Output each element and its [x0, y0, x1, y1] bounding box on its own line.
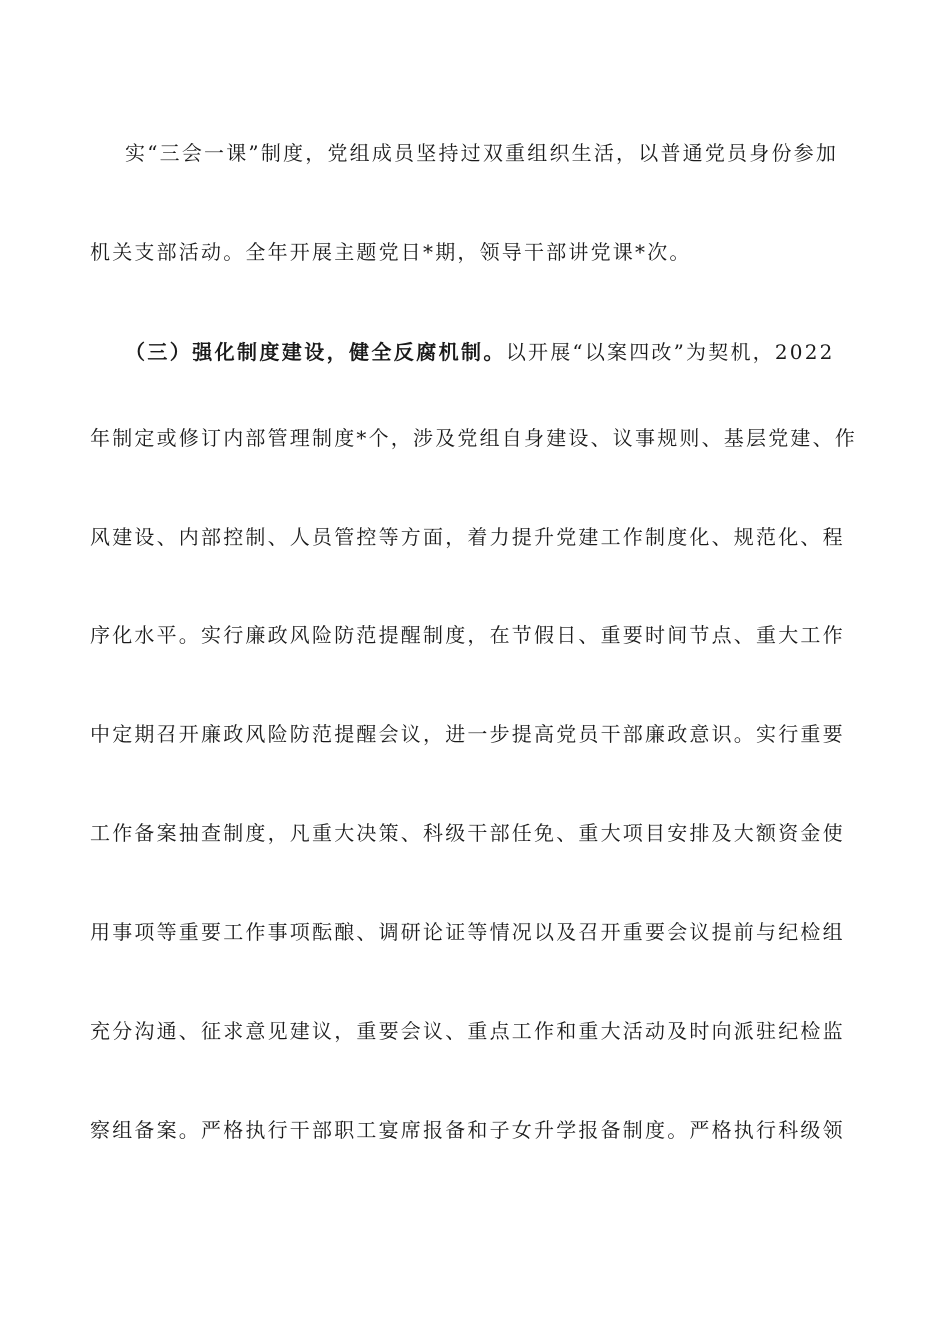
paragraph-line-4: 风建设、内部控制、人员管控等方面，着力提升党建工作制度化、规范化、程	[90, 525, 845, 549]
paragraph-line-7: 工作备案抽查制度，凡重大决策、科级干部任免、重大项目安排及大额资金使	[90, 821, 845, 845]
paragraph-line-1: 实“三会一课”制度，党组成员坚持过双重组织生活，以普通党员身份参加	[125, 141, 839, 165]
section-heading: （三）强化制度建设，健全反腐机制。	[125, 340, 506, 364]
paragraph-line-8: 用事项等重要工作事项酝酿、调研论证等情况以及召开重要会议提前与纪检组	[90, 920, 845, 944]
paragraph-line-3: 年制定或修订内部管理制度*个，涉及党组自身建设、议事规则、基层党建、作	[90, 426, 857, 450]
paragraph-line-9: 充分沟通、征求意见建议，重要会议、重点工作和重大活动及时向派驻纪检监	[90, 1019, 845, 1043]
section-heading-line	[125, 338, 870, 366]
paragraph-line-5: 序化水平。实行廉政风险防范提醒制度，在节假日、重要时间节点、重大工作	[90, 623, 845, 647]
paragraph-line-10: 察组备案。严格执行干部职工宴席报备和子女升学报备制度。严格执行科级领	[90, 1118, 845, 1142]
paragraph-line-6: 中定期召开廉政风险防范提醒会议，进一步提高党员干部廉政意识。实行重要	[90, 722, 845, 746]
paragraph-line-2: 机关支部活动。全年开展主题党日*期，领导干部讲党课*次。	[90, 240, 692, 264]
section-heading-text: 以开展“以案四改”为契机，2022	[505, 340, 835, 364]
